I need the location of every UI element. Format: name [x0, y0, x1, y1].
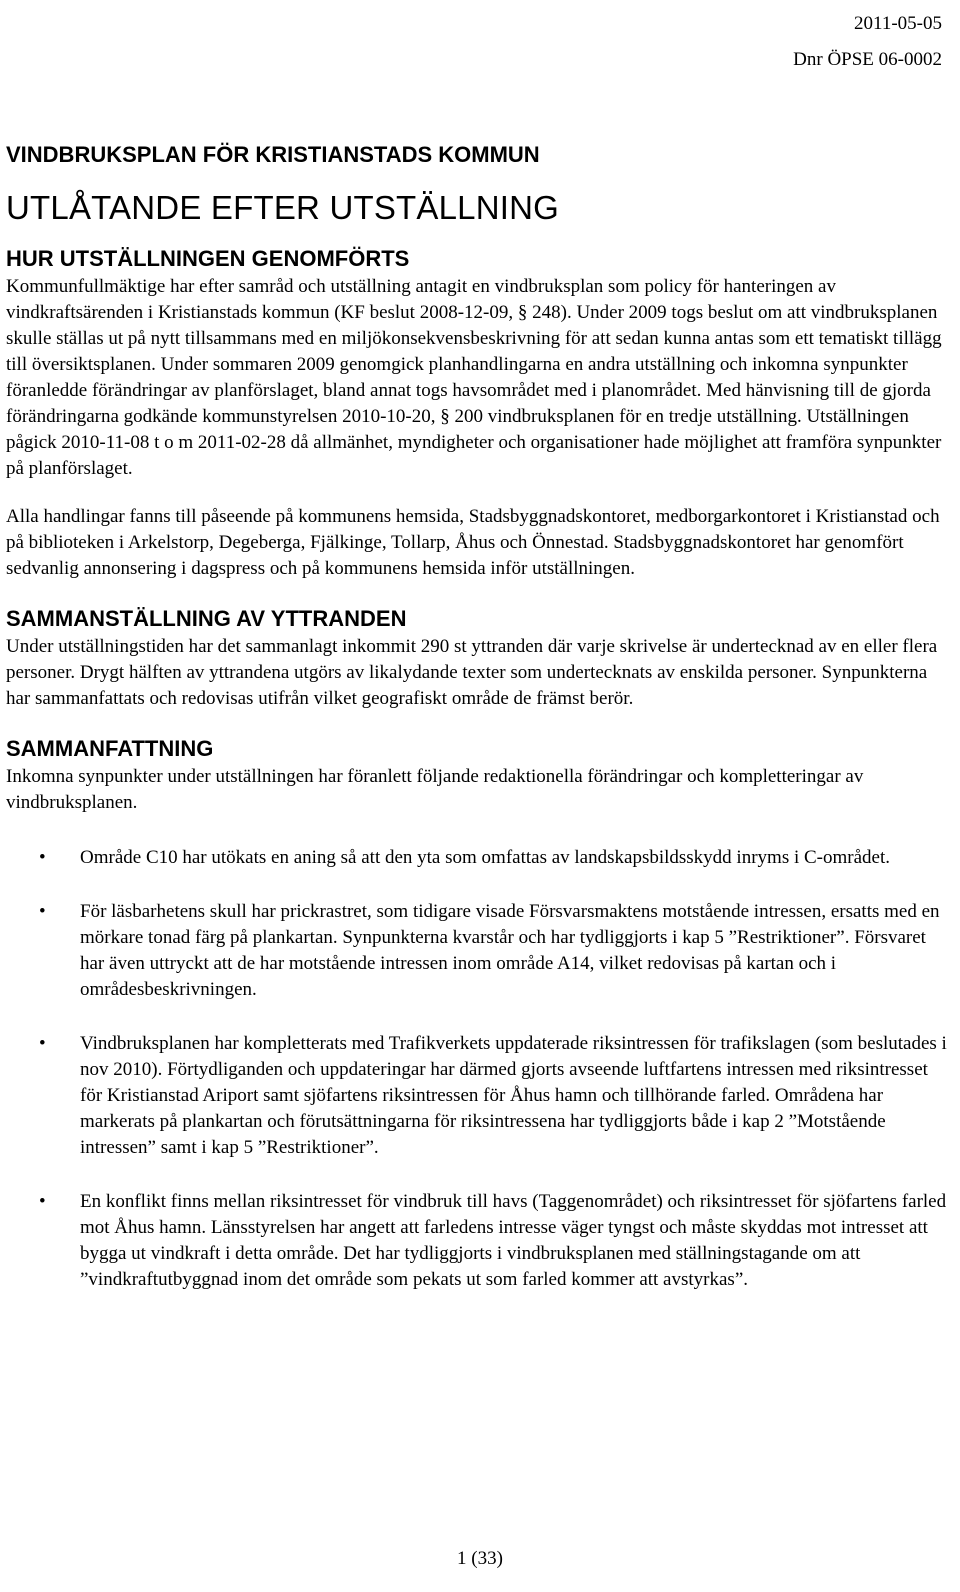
document-title: VINDBRUKSPLAN FÖR KRISTIANSTADS KOMMUN	[6, 142, 540, 167]
paragraph-genomforts-2: Alla handlingar fanns till påseende på kommunens hemsida, Stadsbyggnadskontoret, medborgarkontoret i Kristianstad och på biblioteken i Arkelstorp, Degeberga, Fjälkinge, Tollarp, Åhus och Önnestad. Stadsbyggnadskontoret har genomfört sedvanlig annonsering i dagspress och på kommunens hemsida inför utställningen.	[6, 506, 940, 579]
list-item	[6, 1189, 950, 1293]
list-item	[6, 899, 950, 1003]
paragraph-sammanstallning: Under utställningstiden har det sammanlagt inkommit 290 st yttranden där varje skrivelse är undertecknad av en eller flera personer. Drygt hälften av yttrandena utgörs av likalydande texter som undertecknats av enskilda personer. Synpunkterna har sammanfattats och redovisas utifrån vilket geografiskt område de främst berör.	[6, 636, 938, 709]
list-item-text: En konflikt finns mellan riksintresset för vindbruk till havs (Taggenområdet) och riksintresset för sjöfartens farled mot Åhus hamn. Länsstyrelsen har angett att farledens intresse väger tyngst och måste skyddas mot intresset att bygga ut vindkraft i detta område. Det har tydliggjorts i vindbruksplanen med ställningstagande om att ”vindkraftutbyggnad inom det område som pekats ut som farled kommer att avstyrkas”.	[80, 1191, 947, 1290]
document-reference-number: Dnr ÖPSE 06-0002	[793, 49, 942, 70]
paragraph-sammanfattning: Inkomna synpunkter under utställningen har föranlett följande redaktionella förändringar och kompletteringar av vindbruksplanen.	[6, 766, 864, 813]
document-date: 2011-05-05	[854, 13, 942, 34]
bullet-icon: •	[39, 1033, 46, 1054]
list-item-text: Område C10 har utökats en aning så att den yta som omfattas av landskapsbildsskydd inryms i C-området.	[80, 847, 890, 868]
bullet-icon: •	[39, 847, 46, 868]
heading-genomforts: HUR UTSTÄLLNINGEN GENOMFÖRTS	[6, 246, 410, 271]
bullet-icon: •	[39, 901, 46, 922]
list-item-text: För läsbarhetens skull har prickrastret, som tidigare visade Försvarsmaktens motstående intressen, ersatts med en mörkare tonad färg på plankartan. Synpunkterna kvarstår och har tydliggjorts i kap 5 ”Restriktioner”. Försvaret har även uttryckt att de har motstående intressen inom område A14, vilket redovisas på kartan och i områdesbeskrivningen.	[80, 901, 940, 1000]
document-subtitle: UTLÅTANDE EFTER UTSTÄLLNING	[6, 189, 560, 226]
paragraph-genomforts-1: Kommunfullmäktige har efter samråd och utställning antagit en vindbruksplan som policy för hanteringen av vindkraftsärenden i Kristianstads kommun (KF beslut 2008-12-09, § 248). Under 2009 togs beslut om att vindbruksplanen skulle ställas ut på nytt tillsammans med en miljökonsekvensbeskrivning för att sedan kunna antas som ett tematiskt tillägg till översiktsplanen. Under sommaren 2009 genomgick planhandlingarna en andra utställning och inkomna synpunkter föranledde förändringar av planförslaget, bland annat togs havsområdet med i planområdet. Med hänvisning till de gjorda förändringarna godkände kommunstyrelsen 2010-10-20, § 200 vindbruksplanen för en tredje utställning. Utställningen pågick 2010-11-08 t o m 2011-02-28 då allmänhet, myndigheter och organisationer hade möjlighet att framföra synpunkter på planförslaget.	[6, 276, 942, 479]
document-header	[793, 6, 942, 78]
document-body	[6, 140, 950, 1321]
bullet-icon: •	[39, 1191, 46, 1212]
list-item	[6, 1031, 950, 1161]
heading-sammanstallning: SAMMANSTÄLLNING AV YTTRANDEN	[6, 606, 407, 631]
list-item	[6, 845, 950, 871]
page-number: 1 (33)	[457, 1548, 503, 1569]
list-item-text: Vindbruksplanen har kompletterats med Trafikverkets uppdaterade riksintressen för trafikslagen (som beslutades i nov 2010). Förtydliganden och uppdateringar har därmed gjorts avseende luftfartens intressen med riksintresset för Kristianstad Ariport samt sjöfartens riksintressen för Åhus hamn och tillhörande farled. Områdena har markerats på plankartan och förutsättningarna för riksintressena har tydliggjorts både i kap 2 ”Motstående intressen” samt i kap 5 ”Restriktioner”.	[80, 1033, 947, 1158]
change-list	[6, 845, 950, 1293]
heading-sammanfattning: SAMMANFATTNING	[6, 736, 214, 761]
